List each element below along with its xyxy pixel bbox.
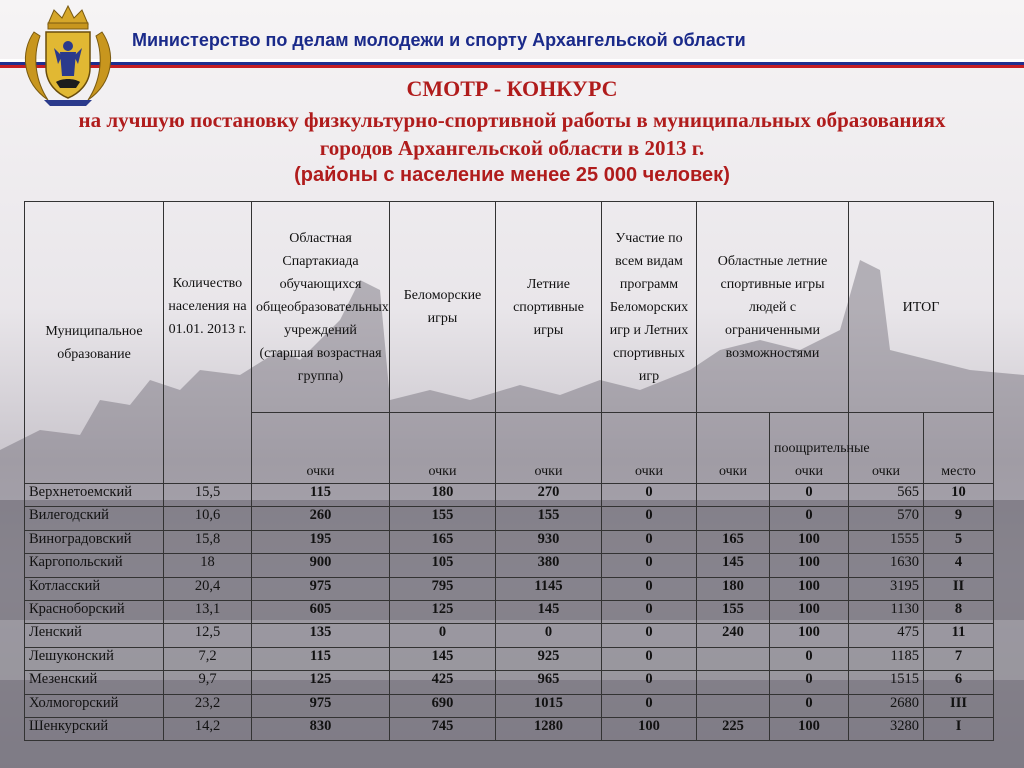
cell-municipality: Котласский: [25, 577, 164, 600]
cell-summer-points: 270: [496, 484, 602, 507]
cell-incentive-points: 100: [770, 717, 849, 740]
cell-place: 5: [924, 530, 994, 553]
cell-disabled-games-points: 225: [697, 717, 770, 740]
cell-incentive-points: 0: [770, 507, 849, 530]
cell-municipality: Холмогорский: [25, 694, 164, 717]
cell-population: 10,6: [164, 507, 252, 530]
cell-participation-points: 0: [602, 694, 697, 717]
subheader-points: очки: [849, 413, 924, 484]
subheader-points: очки: [390, 413, 496, 484]
table-row: [25, 647, 994, 670]
cell-disabled-games-points: 145: [697, 554, 770, 577]
cell-incentive-points: 100: [770, 530, 849, 553]
flag-stripe-red: [0, 65, 1024, 68]
cell-municipality: Вилегодский: [25, 507, 164, 530]
cell-place: 8: [924, 600, 994, 623]
cell-disabled-games-points: 165: [697, 530, 770, 553]
cell-summer-points: 965: [496, 671, 602, 694]
cell-belomor-points: 105: [390, 554, 496, 577]
cell-population: 7,2: [164, 647, 252, 670]
cell-summer-points: 155: [496, 507, 602, 530]
cell-population: 18: [164, 554, 252, 577]
cell-population: 12,5: [164, 624, 252, 647]
cell-place: I: [924, 717, 994, 740]
cell-incentive-points: 100: [770, 600, 849, 623]
cell-total-points: 475: [849, 624, 924, 647]
cell-incentive-points: 0: [770, 671, 849, 694]
cell-total-points: 1185: [849, 647, 924, 670]
cell-total-points: 570: [849, 507, 924, 530]
table-header-row: [25, 202, 994, 413]
cell-spartakiad-points: 135: [252, 624, 390, 647]
cell-participation-points: 100: [602, 717, 697, 740]
header-population: Количество населения на 01.01. 2013 г.: [164, 202, 252, 484]
header-municipality: Муниципальное образование: [25, 202, 164, 484]
cell-summer-points: 1015: [496, 694, 602, 717]
cell-incentive-points: 0: [770, 484, 849, 507]
table-row: [25, 577, 994, 600]
header-belomor-games: Беломорские игры: [390, 202, 496, 413]
cell-participation-points: 0: [602, 577, 697, 600]
cell-municipality: Каргопольский: [25, 554, 164, 577]
cell-place: 9: [924, 507, 994, 530]
cell-summer-points: 145: [496, 600, 602, 623]
cell-participation-points: 0: [602, 484, 697, 507]
cell-municipality: Ленский: [25, 624, 164, 647]
header: [0, 0, 1024, 80]
ministry-title: Министерство по делам молодежи и спорту Архангельской области: [132, 30, 746, 50]
cell-population: 20,4: [164, 577, 252, 600]
cell-spartakiad-points: 115: [252, 484, 390, 507]
header-spartakiad: Областная Спартакиада обучающихся общеобразовательных учреждений (старшая возрастная группа): [252, 202, 390, 413]
cell-spartakiad-points: 830: [252, 717, 390, 740]
cell-spartakiad-points: 195: [252, 530, 390, 553]
cell-spartakiad-points: 975: [252, 694, 390, 717]
cell-incentive-points: 100: [770, 554, 849, 577]
cell-municipality: Красноборский: [25, 600, 164, 623]
cell-summer-points: 380: [496, 554, 602, 577]
cell-belomor-points: 145: [390, 647, 496, 670]
cell-summer-points: 930: [496, 530, 602, 553]
cell-disabled-games-points: [697, 507, 770, 530]
cell-disabled-games-points: 155: [697, 600, 770, 623]
cell-summer-points: 925: [496, 647, 602, 670]
table-body: [25, 484, 994, 741]
subheader-incentive-points: поощрительные очки: [770, 413, 849, 484]
contest-scope: (районы с население менее 25 000 человек): [294, 164, 730, 186]
cell-disabled-games-points: [697, 647, 770, 670]
cell-place: 6: [924, 671, 994, 694]
arkhangelsk-coat-of-arms-icon: [14, 2, 122, 108]
cell-participation-points: 0: [602, 554, 697, 577]
subheader-points: очки: [697, 413, 770, 484]
cell-summer-points: 1280: [496, 717, 602, 740]
cell-place: III: [924, 694, 994, 717]
cell-municipality: Верхнетоемский: [25, 484, 164, 507]
header-summer-games: Летние спортивные игры: [496, 202, 602, 413]
header-total: ИТОГ: [849, 202, 994, 413]
contest-title: СМОТР - КОНКУРС: [406, 76, 618, 101]
contest-subtitle: на лучшую постановку физкультурно-спортивной работы в муниципальных образованиях городов Архангельской области в 2013 г.: [78, 108, 946, 160]
cell-belomor-points: 155: [390, 507, 496, 530]
cell-total-points: 2680: [849, 694, 924, 717]
cell-disabled-games-points: 240: [697, 624, 770, 647]
cell-spartakiad-points: 125: [252, 671, 390, 694]
table-row: [25, 600, 994, 623]
cell-spartakiad-points: 115: [252, 647, 390, 670]
cell-summer-points: 1145: [496, 577, 602, 600]
cell-belomor-points: 690: [390, 694, 496, 717]
cell-participation-points: 0: [602, 647, 697, 670]
cell-total-points: 1515: [849, 671, 924, 694]
cell-belomor-points: 0: [390, 624, 496, 647]
table-row: [25, 717, 994, 740]
cell-belomor-points: 165: [390, 530, 496, 553]
cell-participation-points: 0: [602, 671, 697, 694]
table-row: [25, 694, 994, 717]
cell-belomor-points: 795: [390, 577, 496, 600]
cell-summer-points: 0: [496, 624, 602, 647]
cell-place: 4: [924, 554, 994, 577]
table-row: [25, 507, 994, 530]
cell-place: 11: [924, 624, 994, 647]
cell-incentive-points: 0: [770, 647, 849, 670]
cell-incentive-points: 0: [770, 694, 849, 717]
cell-total-points: 565: [849, 484, 924, 507]
header-participation: Участие по всем видам программ Беломорских игр и Летних спортивных игр: [602, 202, 697, 413]
subheader-place: место: [924, 413, 994, 484]
cell-disabled-games-points: 180: [697, 577, 770, 600]
subheader-points: очки: [252, 413, 390, 484]
cell-spartakiad-points: 260: [252, 507, 390, 530]
cell-municipality: Виноградовский: [25, 530, 164, 553]
cell-population: 14,2: [164, 717, 252, 740]
cell-population: 15,8: [164, 530, 252, 553]
cell-spartakiad-points: 900: [252, 554, 390, 577]
header-disabled-games: Областные летние спортивные игры людей с ограниченными возможностями: [697, 202, 849, 413]
cell-incentive-points: 100: [770, 577, 849, 600]
cell-population: 13,1: [164, 600, 252, 623]
cell-place: 10: [924, 484, 994, 507]
table-row: [25, 554, 994, 577]
cell-spartakiad-points: 975: [252, 577, 390, 600]
cell-municipality: Лешуконский: [25, 647, 164, 670]
cell-disabled-games-points: [697, 484, 770, 507]
results-table: [24, 201, 994, 741]
cell-total-points: 1555: [849, 530, 924, 553]
cell-incentive-points: 100: [770, 624, 849, 647]
cell-spartakiad-points: 605: [252, 600, 390, 623]
table-row: [25, 671, 994, 694]
cell-municipality: Шенкурский: [25, 717, 164, 740]
cell-population: 9,7: [164, 671, 252, 694]
cell-total-points: 1630: [849, 554, 924, 577]
cell-belomor-points: 425: [390, 671, 496, 694]
table-row: [25, 484, 994, 507]
cell-belomor-points: 125: [390, 600, 496, 623]
cell-municipality: Мезенский: [25, 671, 164, 694]
cell-total-points: 3280: [849, 717, 924, 740]
cell-disabled-games-points: [697, 671, 770, 694]
cell-belomor-points: 745: [390, 717, 496, 740]
cell-participation-points: 0: [602, 624, 697, 647]
subheader-points: очки: [602, 413, 697, 484]
cell-place: II: [924, 577, 994, 600]
cell-total-points: 3195: [849, 577, 924, 600]
cell-participation-points: 0: [602, 530, 697, 553]
table-row: [25, 624, 994, 647]
cell-place: 7: [924, 647, 994, 670]
cell-population: 15,5: [164, 484, 252, 507]
cell-disabled-games-points: [697, 694, 770, 717]
cell-participation-points: 0: [602, 600, 697, 623]
subheader-points: очки: [496, 413, 602, 484]
cell-total-points: 1130: [849, 600, 924, 623]
cell-participation-points: 0: [602, 507, 697, 530]
cell-population: 23,2: [164, 694, 252, 717]
table-row: [25, 530, 994, 553]
cell-belomor-points: 180: [390, 484, 496, 507]
